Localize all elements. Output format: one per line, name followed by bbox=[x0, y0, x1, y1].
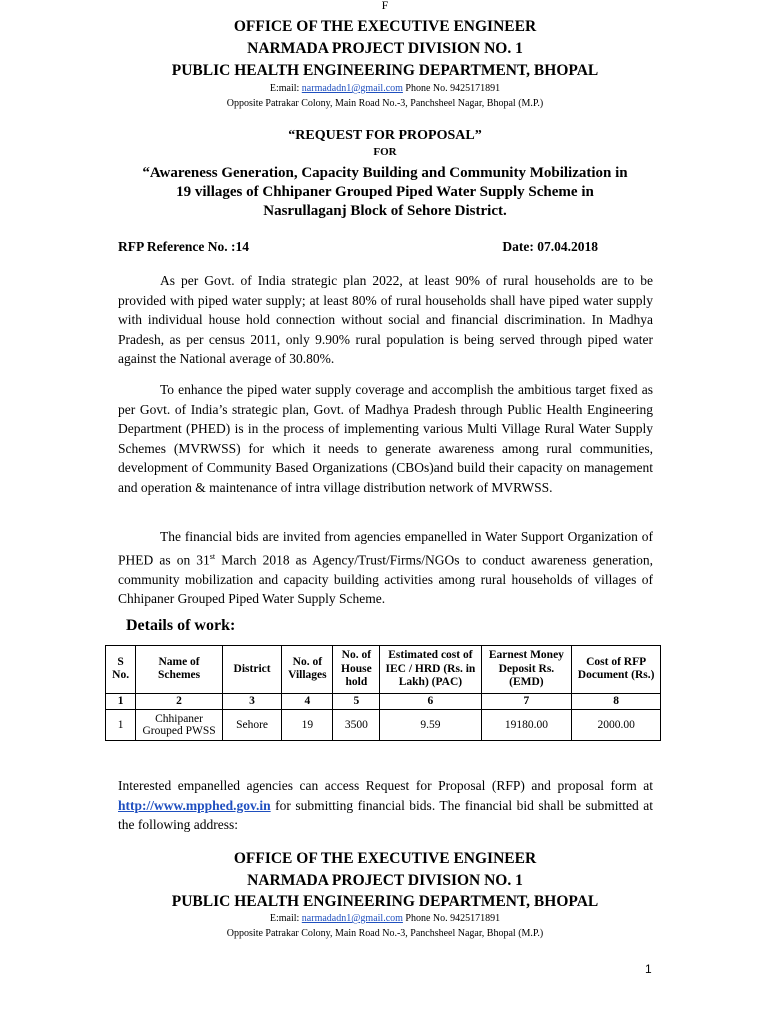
closing-text-b: for submitting financial bids. The financial bid shall be submitted at the following address: bbox=[118, 797, 653, 832]
col-households: No. of House hold bbox=[333, 646, 380, 694]
subject-line-1: “Awareness Generation, Capacity Building and Community Mobilization in bbox=[142, 165, 628, 181]
footer-phone-number: Phone No. 9425171891 bbox=[405, 913, 501, 924]
cell-rfp-cost: 2000.00 bbox=[572, 709, 661, 740]
office-title: OFFICE OF THE EXECUTIVE ENGINEER bbox=[233, 18, 537, 35]
footer-email-link[interactable]: narmadadn1@gmail.com bbox=[301, 913, 403, 924]
table-number-row bbox=[106, 693, 661, 709]
cell-emd: 19180.00 bbox=[481, 709, 572, 740]
details-heading: Details of work: bbox=[126, 617, 236, 634]
cell-district: Sehore bbox=[222, 709, 281, 740]
paragraph-2 bbox=[118, 380, 653, 497]
footer-department-title: PUBLIC HEALTH ENGINEERING DEPARTMENT, BHOPAL bbox=[171, 893, 599, 910]
cell-scheme-name: Chhipaner Grouped PWSS bbox=[136, 709, 223, 740]
paragraph-3-text-a: The financial bids are invited from agencies empanelled in Water Support Organization of PHED as on 31 bbox=[118, 529, 653, 567]
division-title: NARMADA PROJECT DIVISION NO. 1 bbox=[247, 40, 523, 57]
footer-office-title: OFFICE OF THE EXECUTIVE ENGINEER bbox=[233, 850, 537, 867]
email-link[interactable]: narmadadn1@gmail.com bbox=[301, 83, 403, 94]
contact-line bbox=[0, 81, 770, 96]
department-title: PUBLIC HEALTH ENGINEERING DEPARTMENT, BHOPAL bbox=[171, 62, 599, 79]
superscript-st: st bbox=[209, 551, 216, 561]
email-label: E:mail: bbox=[269, 83, 300, 94]
col-number: 4 bbox=[282, 693, 333, 709]
subject-line-2: 19 villages of Chhipaner Grouped Piped Water Supply Scheme in bbox=[176, 184, 594, 200]
for-label: FOR bbox=[373, 146, 397, 158]
col-number: 7 bbox=[481, 693, 572, 709]
cell-estimated-cost: 9.59 bbox=[380, 709, 481, 740]
page-number: 1 bbox=[645, 962, 652, 976]
rfp-reference: RFP Reference No. :14 bbox=[118, 239, 249, 254]
reference-line bbox=[118, 239, 598, 255]
table-row bbox=[106, 709, 661, 740]
col-scheme-name: Name of Schemes bbox=[136, 646, 223, 694]
phone-number: Phone No. 9425171891 bbox=[405, 83, 501, 94]
cell-villages: 19 bbox=[282, 709, 333, 740]
col-number: 8 bbox=[572, 693, 661, 709]
closing-text-a: Interested empanelled agencies can access Request for Proposal (RFP) and proposal form at bbox=[118, 778, 653, 793]
paragraph-3 bbox=[118, 527, 653, 609]
subject-title bbox=[110, 164, 660, 221]
col-number: 5 bbox=[333, 693, 380, 709]
col-number: 3 bbox=[222, 693, 281, 709]
footer-office-address: Opposite Patrakar Colony, Main Road No.-3, Panchsheel Nagar, Bhopal (M.P.) bbox=[226, 928, 544, 939]
paragraph-3-text-b: March 2018 as Agency/Trust/Firms/NGOs to conduct awareness generation, community mobilization and capacity building activities among rural households of villages of Chhipaner Grouped Piped Water Supply Scheme. bbox=[118, 552, 653, 606]
work-details-table bbox=[105, 645, 661, 741]
website-link[interactable]: http://www.mpphed.gov.in bbox=[118, 797, 271, 813]
footer-division-title: NARMADA PROJECT DIVISION NO. 1 bbox=[247, 872, 523, 889]
rfp-date: Date: 07.04.2018 bbox=[502, 239, 598, 254]
cell-households: 3500 bbox=[333, 709, 380, 740]
footer-contact-line bbox=[0, 911, 770, 926]
closing-paragraph bbox=[118, 776, 653, 835]
col-emd: Earnest Money Deposit Rs. (EMD) bbox=[481, 646, 572, 694]
paragraph-2-text: To enhance the piped water supply coverage and accomplish the ambitious target fixed as per Govt. of India’s strategic plan, Govt. of Madhya Pradesh through Public Health Engineering Department (PHED) is in the process of implementing various Multi Village Rural Water Supply Schemes (MVRWSS) for which it needs to generate awareness among rural communities, development of Community Based Organizations (CBOs)and build their capacity on management and operation & maintenance of intra village distribution network of MVRWSS. bbox=[118, 382, 653, 495]
col-number: 2 bbox=[136, 693, 223, 709]
footer-email-label: E:mail: bbox=[269, 913, 300, 924]
rfp-title: “REQUEST FOR PROPOSAL” bbox=[288, 128, 482, 143]
cell-s-no: 1 bbox=[106, 709, 136, 740]
col-villages: No. of Villages bbox=[282, 646, 333, 694]
col-s-no: S No. bbox=[106, 646, 136, 694]
col-district: District bbox=[222, 646, 281, 694]
page-marker: F bbox=[381, 0, 389, 12]
table-header-row bbox=[106, 646, 661, 694]
paragraph-1 bbox=[118, 271, 653, 369]
col-rfp-cost: Cost of RFP Document (Rs.) bbox=[572, 646, 661, 694]
paragraph-1-text: As per Govt. of India strategic plan 2022, at least 90% of rural households are to be provided with piped water supply; at least 80% of rural households shall have piped water supply with individual house hold connection without social and financial discrimination. In Madhya Pradesh, as per census 2011, only 9.90% rural population is being served through piped water against the National average of 30.80%. bbox=[118, 273, 653, 366]
col-number: 1 bbox=[106, 693, 136, 709]
office-address: Opposite Patrakar Colony, Main Road No.-3, Panchsheel Nagar, Bhopal (M.P.) bbox=[226, 98, 544, 109]
subject-line-3: Nasrullaganj Block of Sehore District. bbox=[263, 203, 507, 219]
col-number: 6 bbox=[380, 693, 481, 709]
col-estimated-cost: Estimated cost of IEC / HRD (Rs. in Lakh) (PAC) bbox=[380, 646, 481, 694]
